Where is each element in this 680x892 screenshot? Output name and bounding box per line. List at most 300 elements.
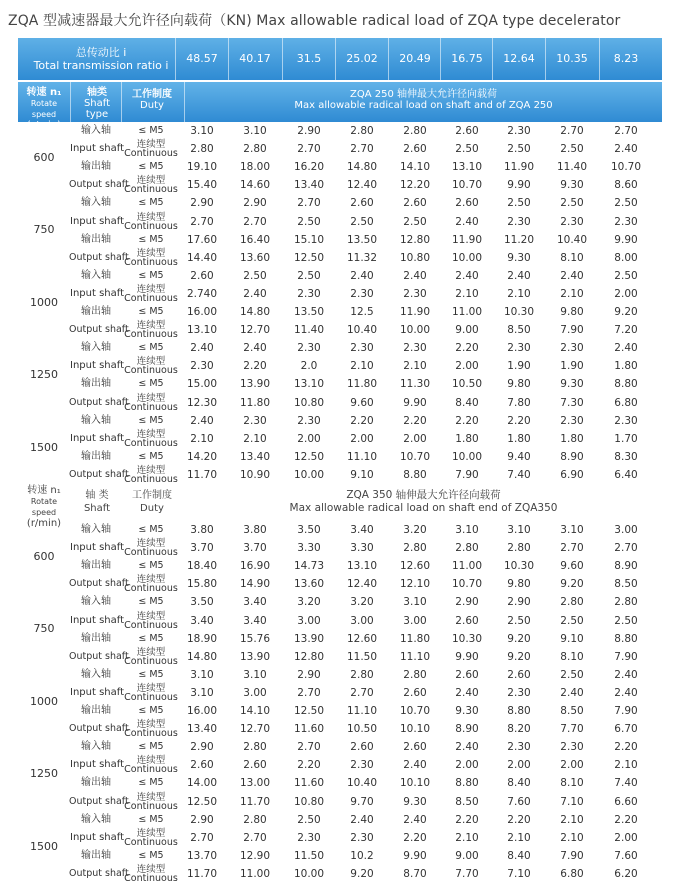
value-cell: 3.50 — [297, 524, 321, 536]
value-cell: 11.90 — [399, 306, 431, 318]
value-cell: 10.70 — [399, 450, 431, 463]
value-cell: 2.10 — [190, 432, 214, 445]
value-cell: 13.40 — [293, 179, 325, 192]
duty-cell: ≤ M5 — [138, 813, 164, 825]
ratio-value: 31.5 — [296, 52, 322, 65]
value-cell: 10.70 — [399, 705, 431, 717]
value-cell: 8.50 — [560, 705, 584, 717]
value-cell: 2.30 — [297, 831, 321, 844]
value-cell: 2.40 — [243, 342, 267, 355]
value-cell: 2.80 — [560, 596, 584, 609]
value-cell: 3.40 — [350, 524, 374, 536]
value-cell: 1.80 — [614, 360, 638, 373]
shaft-cell: 输入轴 — [81, 813, 111, 825]
duty-header-cn: 工作制度 — [132, 89, 172, 100]
value-cell: 2.50 — [507, 614, 531, 627]
value-cell: 9.20 — [350, 867, 374, 880]
table-row — [0, 357, 680, 375]
value-cell: 3.20 — [350, 596, 374, 609]
value-cell: 8.80 — [507, 705, 531, 717]
value-cell: 13.10 — [451, 161, 483, 174]
value-cell: 2.30 — [297, 414, 321, 427]
duty-cell: ≤ M5 — [138, 161, 164, 173]
value-cell: 2.30 — [297, 342, 321, 355]
value-cell: 12.40 — [346, 578, 378, 591]
value-cell: 8.80 — [614, 378, 638, 391]
value-cell: 2.80 — [350, 668, 374, 681]
value-cell: 11.60 — [293, 723, 325, 736]
shaft-cell: Output shaft — [69, 324, 129, 336]
table-row — [0, 158, 680, 176]
value-cell: 8.40 — [455, 396, 479, 409]
value-cell: 2.90 — [190, 813, 214, 826]
value-cell: 7.20 — [614, 324, 638, 337]
value-cell: 15.80 — [186, 578, 218, 591]
value-cell: 12.50 — [293, 450, 325, 463]
duty-cell: 连续型 Continuous — [124, 139, 178, 160]
value-cell: 2.30 — [297, 287, 321, 300]
ratio-value: 10.35 — [556, 52, 588, 65]
value-cell: 2.70 — [297, 741, 321, 754]
ratio-value: 25.02 — [346, 52, 378, 65]
value-cell: 15.76 — [239, 632, 271, 645]
value-cell: 8.80 — [614, 632, 638, 645]
value-cell: 13.50 — [293, 306, 325, 318]
value-cell: 2.10 — [560, 287, 584, 300]
duty-cell: ≤ M5 — [138, 414, 164, 426]
value-cell: 10.10 — [399, 723, 431, 736]
value-cell: 2.10 — [403, 360, 427, 373]
shaft-cell: 输入轴 — [81, 269, 111, 281]
value-cell: 10.70 — [610, 161, 642, 174]
value-cell: 2.10 — [350, 360, 374, 373]
value-cell: 8.90 — [455, 723, 479, 736]
value-cell: 7.40 — [614, 777, 638, 790]
value-cell: 2.60 — [455, 125, 479, 137]
value-cell: 9.00 — [455, 324, 479, 337]
shaft-cell: Input shaft — [70, 360, 125, 372]
value-cell: 3.10 — [507, 524, 531, 536]
value-cell: 18.40 — [186, 560, 218, 573]
value-cell: 2.30 — [350, 342, 374, 355]
value-cell: 12.50 — [293, 705, 325, 717]
value-cell: 2.0 — [300, 360, 318, 373]
ratio-value: 40.17 — [239, 52, 271, 65]
value-cell: 2.70 — [190, 215, 214, 228]
value-cell: 10.30 — [503, 560, 535, 573]
table-row — [0, 521, 680, 539]
duty-cell: ≤ M5 — [138, 668, 164, 680]
value-cell: 2.50 — [560, 197, 584, 210]
table-row — [0, 375, 680, 393]
value-cell: 9.40 — [507, 450, 531, 463]
value-cell: 3.70 — [243, 542, 267, 555]
value-cell: 12.90 — [239, 849, 271, 862]
value-cell: 2.80 — [243, 143, 267, 156]
value-cell: 7.80 — [507, 396, 531, 409]
speed-value: 1000 — [30, 295, 58, 309]
value-cell: 11.40 — [293, 324, 325, 337]
value-cell: 2.30 — [190, 360, 214, 373]
shaft-header-en: Shaft type — [83, 98, 111, 120]
shaft-header-cn: 轴 类 — [85, 490, 109, 501]
value-cell: 2.740 — [186, 287, 218, 300]
value-cell: 2.50 — [403, 215, 427, 228]
value-cell: 2.20 — [455, 342, 479, 355]
speed-value: 600 — [33, 549, 55, 563]
value-cell: 1.80 — [455, 432, 479, 445]
table-row — [0, 811, 680, 829]
duty-cell: ≤ M5 — [138, 632, 164, 644]
value-cell: 2.40 — [455, 269, 479, 282]
value-cell: 6.20 — [614, 867, 638, 880]
speed-header-en: Rotate speed — [30, 497, 58, 517]
duty-cell: ≤ M5 — [138, 233, 164, 245]
value-cell: 3.10 — [243, 125, 267, 137]
value-cell: 14.10 — [399, 161, 431, 174]
value-cell: 2.70 — [560, 125, 584, 137]
value-cell: 9.30 — [560, 378, 584, 391]
value-cell: 8.10 — [560, 251, 584, 264]
value-cell: 2.20 — [243, 360, 267, 373]
value-cell: 11.40 — [556, 161, 588, 174]
value-cell: 9.80 — [507, 578, 531, 591]
value-cell: 3.20 — [297, 596, 321, 609]
duty-cell: 连续型 Continuous — [124, 538, 178, 559]
value-cell: 2.50 — [614, 269, 638, 282]
value-cell: 9.30 — [507, 251, 531, 264]
duty-cell: 连续型 Continuous — [124, 646, 178, 667]
value-cell: 2.00 — [350, 432, 374, 445]
value-cell: 12.70 — [239, 324, 271, 337]
value-cell: 2.60 — [455, 668, 479, 681]
shaft-cell: Output shaft — [69, 795, 129, 807]
value-cell: 2.80 — [403, 542, 427, 555]
value-cell: 1.70 — [614, 432, 638, 445]
value-cell: 7.90 — [455, 468, 479, 481]
value-cell: 2.20 — [507, 414, 531, 427]
value-cell: 3.40 — [243, 596, 267, 609]
duty-cell: ≤ M5 — [138, 741, 164, 753]
table-row — [0, 249, 680, 267]
table-row — [0, 829, 680, 847]
duty-header — [122, 489, 182, 515]
shaft-cell: 输出轴 — [81, 560, 111, 572]
value-cell: 2.50 — [350, 215, 374, 228]
shaft-cell: 输入轴 — [81, 125, 111, 136]
value-cell: 9.00 — [455, 849, 479, 862]
page-title: ZQA 型减速器最大允许径向载荷（KN) Max allowable radical load of ZQA type decelerator — [8, 13, 621, 29]
shaft-cell: 输入轴 — [81, 414, 111, 426]
value-cell: 3.00 — [403, 614, 427, 627]
duty-cell: ≤ M5 — [138, 197, 164, 209]
value-cell: 8.40 — [507, 849, 531, 862]
table-row — [0, 140, 680, 158]
value-cell: 2.50 — [297, 269, 321, 282]
value-cell: 9.90 — [614, 233, 638, 246]
value-cell: 2.40 — [190, 342, 214, 355]
value-cell: 12.5 — [350, 306, 374, 318]
shaft-cell: Input shaft — [70, 432, 125, 444]
value-cell: 16.20 — [293, 161, 325, 174]
value-cell: 2.70 — [297, 143, 321, 156]
shaft-cell: 输出轴 — [81, 161, 111, 173]
value-cell: 2.20 — [455, 813, 479, 826]
shaft-cell: 输入轴 — [81, 741, 111, 753]
value-cell: 13.10 — [346, 560, 378, 573]
value-cell: 2.90 — [297, 125, 321, 137]
value-cell: 2.40 — [243, 287, 267, 300]
value-cell: 8.00 — [614, 251, 638, 264]
value-cell: 10.00 — [293, 867, 325, 880]
value-cell: 3.10 — [190, 668, 214, 681]
value-cell: 3.50 — [190, 596, 214, 609]
duty-cell: ≤ M5 — [138, 450, 164, 462]
duty-cell: ≤ M5 — [138, 705, 164, 716]
duty-cell: ≤ M5 — [138, 560, 164, 572]
table-row — [0, 630, 680, 648]
value-cell: 2.60 — [190, 759, 214, 772]
ratio-value: 20.49 — [399, 52, 431, 65]
value-cell: 7.90 — [614, 705, 638, 717]
value-cell: 2.60 — [455, 614, 479, 627]
value-cell: 7.30 — [560, 396, 584, 409]
value-cell: 11.30 — [399, 378, 431, 391]
shaft-cell: Input shaft — [70, 686, 125, 698]
value-cell: 6.80 — [614, 396, 638, 409]
shaft-cell: 输入轴 — [81, 668, 111, 680]
value-cell: 8.20 — [507, 723, 531, 736]
value-cell: 16.00 — [186, 306, 218, 318]
value-cell: 2.00 — [455, 360, 479, 373]
value-cell: 14.20 — [186, 450, 218, 463]
value-cell: 13.40 — [186, 723, 218, 736]
value-cell: 2.70 — [297, 197, 321, 210]
value-cell: 10.2 — [350, 849, 374, 862]
value-cell: 14.80 — [239, 306, 271, 318]
value-cell: 2.30 — [560, 342, 584, 355]
value-cell: 2.90 — [190, 197, 214, 210]
value-cell: 9.20 — [507, 632, 531, 645]
value-cell: 10.50 — [346, 723, 378, 736]
speed-value: 750 — [33, 622, 55, 636]
table-row — [0, 774, 680, 792]
value-cell: 2.70 — [560, 542, 584, 555]
value-cell: 8.90 — [614, 560, 638, 573]
duty-cell: ≤ M5 — [138, 777, 164, 789]
duty-cell: ≤ M5 — [138, 269, 164, 281]
duty-cell: 连续型 Continuous — [124, 211, 178, 232]
shaft-header-en: Shaft — [83, 503, 111, 514]
value-cell: 11.00 — [239, 867, 271, 880]
value-cell: 2.40 — [350, 813, 374, 826]
value-cell: 13.90 — [239, 650, 271, 663]
value-cell: 13.00 — [239, 777, 271, 790]
value-cell: 14.00 — [186, 777, 218, 790]
value-cell: 9.80 — [560, 306, 584, 318]
value-cell: 11.80 — [239, 396, 271, 409]
value-cell: 11.70 — [186, 468, 218, 481]
value-cell: 3.20 — [403, 524, 427, 536]
value-cell: 2.60 — [403, 686, 427, 699]
speed-value: 1250 — [30, 368, 58, 382]
value-cell: 2.50 — [455, 143, 479, 156]
duty-header — [122, 89, 182, 111]
value-cell: 2.10 — [560, 831, 584, 844]
value-cell: 2.60 — [455, 197, 479, 210]
value-cell: 10.00 — [399, 324, 431, 337]
value-cell: 8.10 — [560, 650, 584, 663]
value-cell: 8.90 — [560, 450, 584, 463]
value-cell: 10.80 — [399, 251, 431, 264]
duty-cell: 连续型 Continuous — [124, 175, 178, 196]
value-cell: 12.60 — [399, 560, 431, 573]
value-cell: 9.90 — [403, 849, 427, 862]
value-cell: 2.30 — [507, 741, 531, 754]
value-cell: 13.70 — [186, 849, 218, 862]
value-cell: 7.90 — [560, 324, 584, 337]
table-row — [0, 466, 680, 484]
section-title — [185, 89, 662, 111]
value-cell: 9.10 — [560, 632, 584, 645]
value-cell: 1.80 — [560, 432, 584, 445]
value-cell: 2.50 — [560, 614, 584, 627]
value-cell: 1.90 — [507, 360, 531, 373]
section-title-cn: ZQA 350 轴伸最大允许径向载荷 — [346, 489, 501, 501]
value-cell: 3.00 — [614, 524, 638, 536]
value-cell: 2.70 — [614, 542, 638, 555]
value-cell: 9.20 — [614, 306, 638, 318]
ratio-label-cn: 总传动比 i — [75, 46, 127, 59]
duty-cell: 连续型 Continuous — [124, 464, 178, 485]
shaft-cell: 输出轴 — [81, 233, 111, 245]
duty-cell: 连续型 Continuous — [124, 574, 178, 595]
duty-cell: 连续型 Continuous — [124, 283, 178, 304]
speed-value: 1250 — [30, 767, 58, 781]
table-row — [0, 865, 680, 883]
value-cell: 2.10 — [243, 432, 267, 445]
shaft-cell: 输出轴 — [81, 849, 111, 861]
value-cell: 2.60 — [403, 741, 427, 754]
value-cell: 11.50 — [293, 849, 325, 862]
value-cell: 12.40 — [346, 179, 378, 192]
value-cell: 2.60 — [403, 143, 427, 156]
value-cell: 2.40 — [350, 269, 374, 282]
duty-cell: ≤ M5 — [138, 524, 164, 535]
shaft-cell: Output shaft — [69, 723, 129, 735]
value-cell: 9.20 — [507, 650, 531, 663]
value-cell: 8.70 — [403, 867, 427, 880]
value-cell: 2.40 — [614, 143, 638, 156]
table-row — [0, 593, 680, 611]
table-row — [0, 321, 680, 339]
value-cell: 3.30 — [297, 542, 321, 555]
duty-cell: 连续型 Continuous — [124, 863, 178, 884]
shaft-cell: 输出轴 — [81, 378, 111, 390]
speed-value: 750 — [33, 223, 55, 237]
duty-cell: ≤ M5 — [138, 849, 164, 861]
value-cell: 2.30 — [350, 759, 374, 772]
value-cell: 2.40 — [455, 741, 479, 754]
duty-cell: 连续型 Continuous — [124, 755, 178, 776]
value-cell: 2.40 — [560, 686, 584, 699]
speed-value: 1500 — [30, 440, 58, 454]
value-cell: 7.60 — [614, 849, 638, 862]
ratio-value: 12.64 — [503, 52, 535, 65]
value-cell: 2.70 — [350, 686, 374, 699]
value-cell: 2.40 — [403, 269, 427, 282]
value-cell: 19.10 — [186, 161, 218, 174]
value-cell: 9.60 — [560, 560, 584, 573]
speed-header-unit: (r/min) — [26, 120, 62, 131]
ratio-value: 8.23 — [613, 52, 639, 65]
section-title-cn: ZQA 250 轴伸最大允许径向载荷 — [349, 89, 497, 100]
value-cell: 12.70 — [239, 723, 271, 736]
value-cell: 2.70 — [243, 215, 267, 228]
value-cell: 2.60 — [403, 197, 427, 210]
value-cell: 2.00 — [455, 759, 479, 772]
value-cell: 18.00 — [239, 161, 271, 174]
value-cell: 8.50 — [455, 795, 479, 808]
shaft-header-cn: 轴类 — [87, 87, 107, 98]
value-cell: 13.60 — [239, 251, 271, 264]
table-row — [0, 267, 680, 285]
value-cell: 14.90 — [239, 578, 271, 591]
value-cell: 2.30 — [560, 741, 584, 754]
ratio-header-bar — [18, 38, 662, 80]
value-cell: 2.90 — [243, 197, 267, 210]
value-cell: 7.10 — [560, 795, 584, 808]
table-row — [0, 539, 680, 557]
shaft-cell: Output shaft — [69, 650, 129, 662]
value-cell: 2.20 — [614, 741, 638, 754]
table-row — [0, 684, 680, 702]
value-cell: 2.40 — [507, 269, 531, 282]
value-cell: 2.50 — [507, 197, 531, 210]
value-cell: 15.40 — [186, 179, 218, 192]
section-title-en: Max allowable radical load on shaft end of ZQA350 — [289, 502, 558, 514]
value-cell: 8.50 — [507, 324, 531, 337]
table-row — [0, 666, 680, 684]
value-cell: 2.50 — [507, 143, 531, 156]
value-cell: 13.40 — [239, 450, 271, 463]
value-cell: 12.10 — [399, 578, 431, 591]
duty-header-cn: 工作制度 — [132, 490, 172, 501]
value-cell: 2.50 — [297, 215, 321, 228]
table-row — [0, 122, 680, 140]
value-cell: 2.20 — [297, 759, 321, 772]
table-row — [0, 575, 680, 593]
value-cell: 10.90 — [239, 468, 271, 481]
duty-header-en: Duty — [140, 503, 164, 514]
shaft-cell: Input shaft — [70, 143, 125, 155]
value-cell: 2.80 — [403, 125, 427, 137]
duty-cell: 连续型 Continuous — [124, 682, 178, 703]
value-cell: 2.00 — [297, 432, 321, 445]
value-cell: 11.50 — [346, 650, 378, 663]
value-cell: 7.90 — [614, 650, 638, 663]
speed-header-unit: (r/min) — [26, 518, 62, 529]
value-cell: 7.90 — [560, 849, 584, 862]
value-cell: 11.80 — [399, 632, 431, 645]
value-cell: 6.90 — [560, 468, 584, 481]
shaft-cell: 输出轴 — [81, 705, 111, 716]
value-cell: 2.80 — [455, 542, 479, 555]
value-cell: 12.80 — [399, 233, 431, 246]
shaft-cell: Output shaft — [69, 867, 129, 879]
value-cell: 2.80 — [190, 143, 214, 156]
value-cell: 12.30 — [186, 396, 218, 409]
